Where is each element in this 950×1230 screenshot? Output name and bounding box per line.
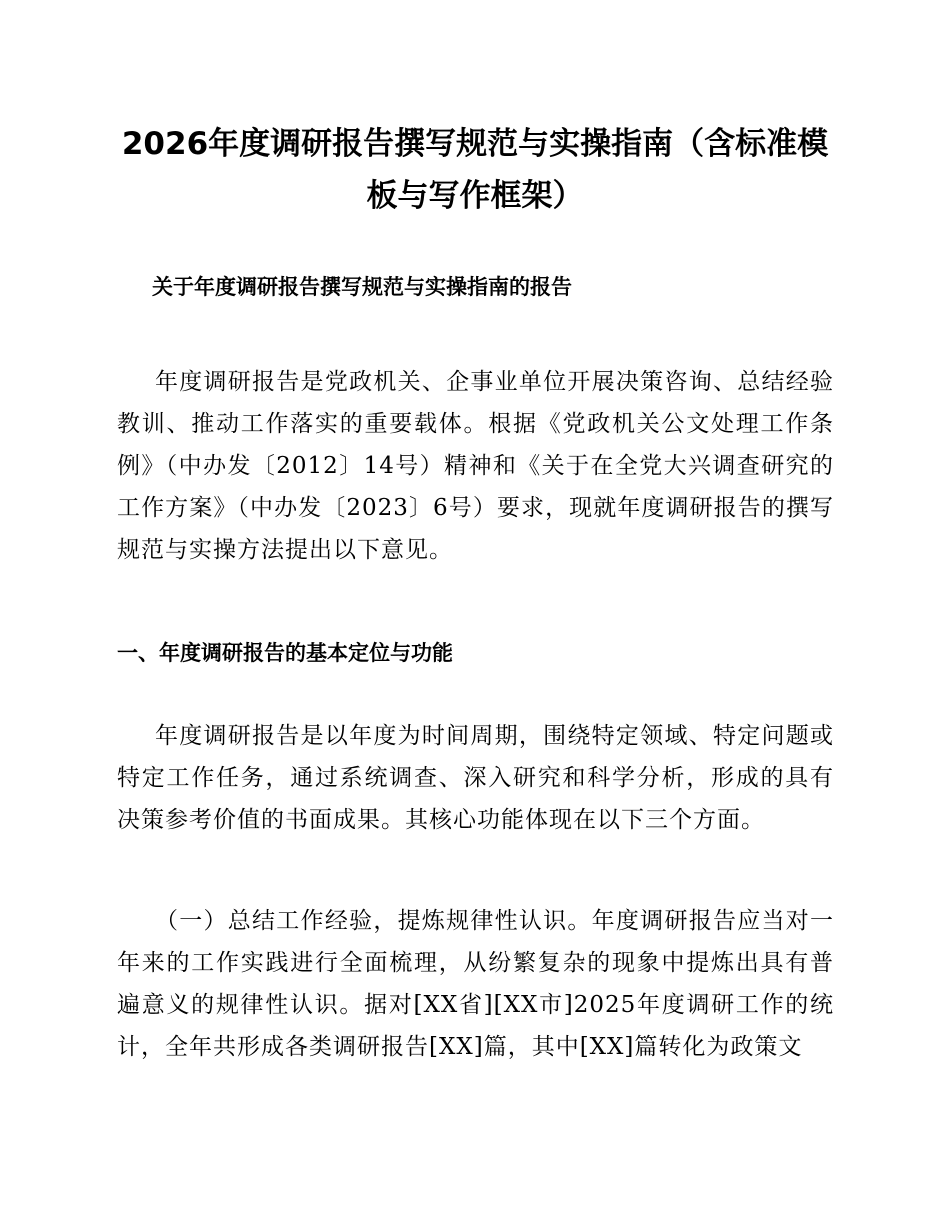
document-subtitle: 关于年度调研报告撰写规范与实操指南的报告 [152, 275, 572, 299]
intro-paragraph: 年度调研报告是党政机关、企事业单位开展决策咨询、总结经验教训、推动工作落实的重要载体。根据《党政机关公文处理工作条例》（中办发〔2012〕14号）精神和《关于在全党大兴调查研究的工作方案》（中办发〔2023〕6号）要求，现就年度调研报告的撰写规范与实操方法提出以下意见。 [117, 369, 834, 563]
section-1-paragraph-1: 年度调研报告是以年度为时间周期，围绕特定领域、特定问题或特定工作任务，通过系统调查、深入研究和科学分析，形成的具有决策参考价值的书面成果。其核心功能体现在以下三个方面。 [117, 723, 834, 833]
section-1-paragraph-2: （一）总结工作经验，提炼规律性认识。年度调研报告应当对一年来的工作实践进行全面梳理，从纷繁复杂的现象中提炼出具有普遍意义的规律性认识。据对[XX省][XX市]2025年度调研工作的统计，全年共形成各类调研报告[XX]篇，其中[XX]篇转化为政策文 [117, 908, 834, 1060]
section-heading-1: 一、年度调研报告的基本定位与功能 [117, 641, 453, 665]
document-title: 2026年度调研报告撰写规范与实操指南（含标准模板与写作框架） [121, 126, 829, 214]
